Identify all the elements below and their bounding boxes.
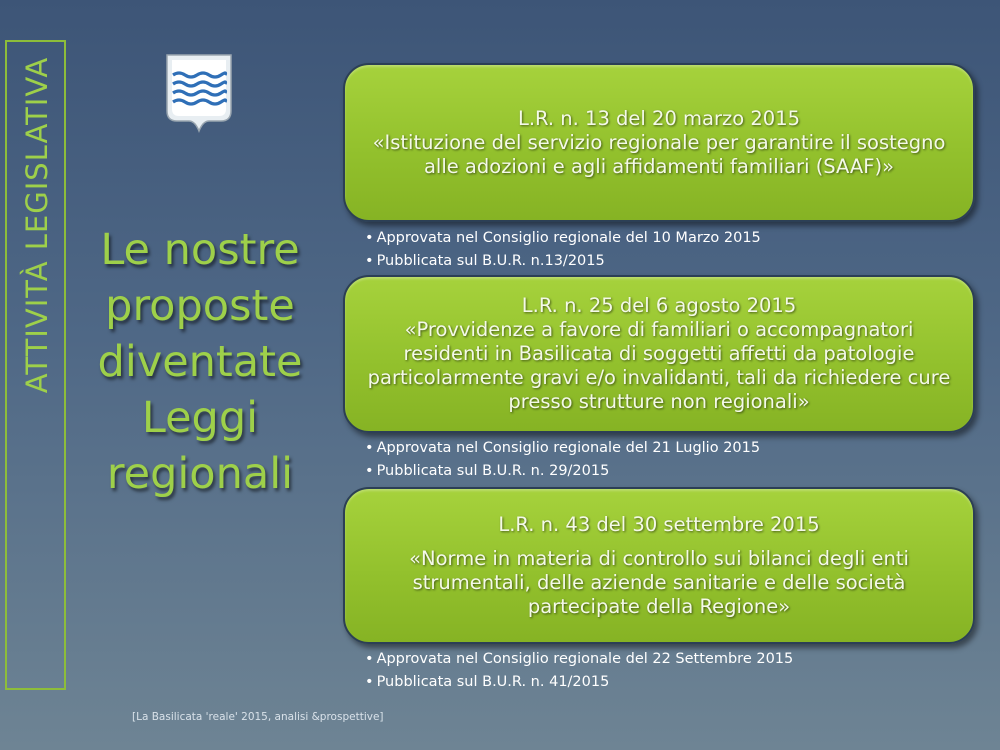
law-title: L.R. n. 13 del 20 marzo 2015	[517, 106, 801, 130]
published-note: • Pubblicata sul B.U.R. n. 41/2015	[365, 671, 793, 694]
headline-line: Leggi	[141, 393, 259, 443]
published-note: • Pubblicata sul B.U.R. n. 29/2015	[365, 460, 760, 483]
law-box-13-2015	[343, 63, 975, 222]
law-description: «Istituzione del servizio regionale per garantire il sostegno alle adozioni e agli affidamenti familiari (SAAF)»	[372, 130, 946, 178]
law-description: «Provvidenze a favore di familiari o accompagnatori residenti in Basilicata di soggetti affetti da patologie particolarmente gravi e/o invalidanti, tali da richiedere cure presso strutture non regionali»	[367, 318, 951, 413]
headline-line: proposte	[105, 281, 295, 331]
side-title: ATTIVITÀ LEGISLATIVA	[20, 56, 54, 394]
approved-note: • Approvata nel Consiglio regionale del 21 Luglio 2015	[365, 437, 760, 460]
published-note: • Pubblicata sul B.U.R. n.13/2015	[365, 250, 761, 273]
source-citation: [La Basilicata 'reale' 2015, analisi &prospettive]	[132, 711, 384, 723]
law-description: «Norme in materia di controllo sui bilanci degli enti strumentali, delle aziende sanitarie e delle società partecipate della Regione»	[409, 546, 909, 618]
law-notes-13-2015	[365, 227, 761, 273]
law-notes-43-2015	[365, 648, 793, 694]
headline-line: diventate	[97, 337, 303, 387]
approved-note: • Approvata nel Consiglio regionale del 10 Marzo 2015	[365, 227, 761, 250]
law-title: L.R. n. 43 del 30 settembre 2015	[498, 512, 820, 536]
law-box-43-2015	[343, 487, 975, 644]
headline-line: regionali	[106, 449, 294, 499]
law-title: L.R. n. 25 del 6 agosto 2015	[521, 294, 797, 317]
law-notes-25-2015	[365, 437, 760, 483]
region-crest-logo	[165, 53, 233, 133]
headline	[80, 222, 320, 502]
approved-note: • Approvata nel Consiglio regionale del 22 Settembre 2015	[365, 648, 793, 671]
headline-line: Le nostre	[100, 225, 300, 275]
law-box-25-2015	[343, 275, 975, 433]
